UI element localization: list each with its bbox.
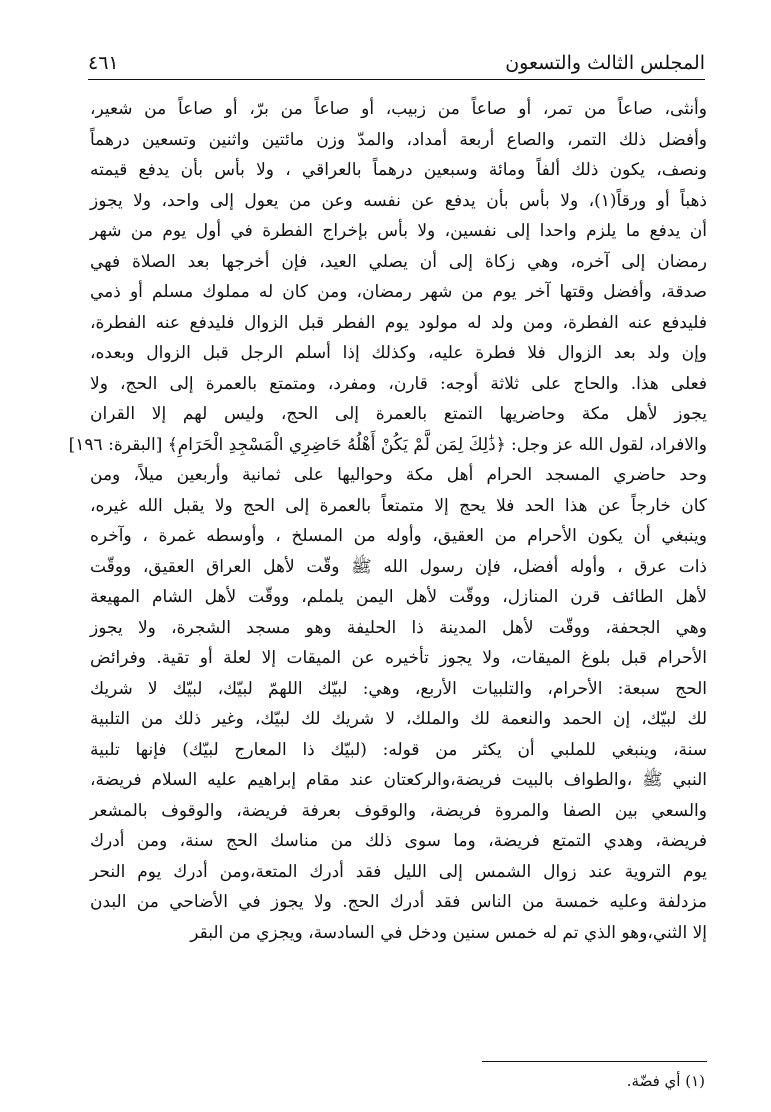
text-line: النبي ﷺ ،والطواف بالبيت فريضة،والركعتان عند مقام إبراهيم عليه السلام فريضة، bbox=[90, 770, 707, 790]
text-line: لك لبيّك، إن الحمد والنعمة لك والملك، لا شريك لك لبيّك، وغير ذلك من التلبية bbox=[90, 709, 707, 729]
text-line: وأفضل ذلك التمر، والصاع أربعة أمداد، والمدّ وزن مائتين واثنين وتسعين درهماً bbox=[90, 129, 707, 150]
text-line: ونصف، يكون ذلك ألفاً ومائة وسبعين درهماً بالعراقي ، ولا بأس بأن يدفع قيمته bbox=[90, 160, 707, 180]
text-line: والافراد، لقول الله عز وجل: ﴿ذَٰلِكَ لِمَن لَّمْ يَكُنْ أَهْلُهُ حَاضِرِي الْمَسْجِدِ الْحَرَامِ﴾ [البقرة: ١٩٦] bbox=[68, 434, 707, 455]
running-header bbox=[88, 44, 705, 74]
text-line: وينبغي أن يكون الأحرام من العقيق، وأوله من المسلخ ، وأوسطه غمرة ، وآخره bbox=[90, 526, 707, 546]
text-line: الحج سبعة: الأحرام، والتلبيات الأربع، وهي: لبيّك اللهمّ لبيّك، لبيّك لا شريك bbox=[90, 678, 707, 699]
text-line: فريضة، وهدي التمتع فريضة، وما سوى ذلك من مناسك الحج سنة، ومن أدرك bbox=[90, 831, 707, 851]
text-line: سنة، وينبغي للملبي أن يكثر من قوله: (لبيّك ذا المعارج لبيّك) فإنها تلبية bbox=[90, 739, 707, 760]
text-line: إلا الثني،وهو الذي تم له خمس سنين ودخل في السادسة، ويجزي من البقر bbox=[190, 922, 707, 943]
text-line: كان خارجاً عن هذا الحد فلا يحج إلا متمتعاً بالعمرة إلى الحج ولا يقبل الله غيره، bbox=[90, 495, 707, 516]
text-line: رمضان إلى آخره، وهي زكاة إلى أن يصلي العيد، فإن أخرجها بعد الصلاة فهي bbox=[90, 251, 707, 272]
text-line: وأنثى، صاعاً من تمر، أو صاعاً من زبيب، أو صاعاً من برّ، أو صاعاً من شعير، bbox=[90, 99, 707, 119]
text-line: فعلى هذا. والحاج على ثلاثة أوجه: قارن، ومفرد، ومتمتع بالعمرة إلى الحج، ولا bbox=[90, 373, 707, 394]
text-line: ذات عرق ، وأوله أفضل، فإن رسول الله ﷺ وقّت لأهل العراق العقيق، ووقّت bbox=[90, 556, 707, 577]
body-text bbox=[68, 94, 707, 948]
page-number: ٤٦١ bbox=[88, 52, 119, 74]
text-line: لأهل الطائف قرن المنازل، ووقّت لأهل اليمن يلملم، ووقّت لأهل الشام المهيعة bbox=[90, 587, 707, 607]
footnote-divider bbox=[482, 1061, 707, 1062]
text-line: وحد حاضري المسجد الحرام أهل مكة وحواليها على ثمانية وأربعين ميلاً، ومن bbox=[90, 465, 707, 485]
text-line: وإن ولد بعد الزوال فلا فطرة عليه، وكذلك إذا أسلم الرجل قبل الزوال وبعده، bbox=[90, 343, 707, 363]
text-line: أن يدفع ما يلزم واحدا إلى نفسين، ولا بأس بإخراج الفطرة في أول يوم من شهر bbox=[90, 221, 707, 241]
text-line: يجوز لأهل مكة وحاضريها التمتع بالعمرة إلى الحج، وليس لهم إلا القران bbox=[90, 404, 707, 424]
text-line: الأحرام قبل بلوغ الميقات، ولا يجوز تأخيره عن الميقات إلا لعلة أو تقية. وفرائض bbox=[90, 648, 707, 668]
text-line: وهي الجحفة، ووقّت لأهل المدينة ذا الحليفة وهو مسجد الشجرة، ولا يجوز bbox=[90, 617, 707, 638]
text-line: يوم التروية عند زوال الشمس إلى الليل فقد أدرك المتعة،ومن أدرك يوم النحر bbox=[90, 861, 707, 882]
text-line: فليدفع عنه الفطرة، ومن ولد له مولود يوم الفطر قبل الزوال فليدفع عنه الفطرة، bbox=[90, 312, 707, 333]
text-line: والسعي بين الصفا والمروة فريضة، والوقوف بعرفة فريضة، والوقوف بالمشعر bbox=[90, 800, 707, 821]
chapter-title: المجلس الثالث والتسعون bbox=[505, 52, 705, 74]
text-line: مزدلفة وعليه خمسة من الناس فقد أدرك الحج. ولا يجوز في الأضاحي من البدن bbox=[90, 892, 707, 912]
footnote: (١) أي فضّة. bbox=[626, 1072, 705, 1090]
header-divider bbox=[88, 79, 705, 80]
text-line: صدقة، وأفضل وقتها آخر يوم من شهر رمضان، ومن كان له مملوك مسلم أو ذمي bbox=[90, 282, 707, 302]
text-line: ذهباً أو ورقاً(١)، ولا بأس بأن يدفع عن نفسه وعن من يعول إلى واحد، ولا يجوز bbox=[90, 190, 707, 211]
